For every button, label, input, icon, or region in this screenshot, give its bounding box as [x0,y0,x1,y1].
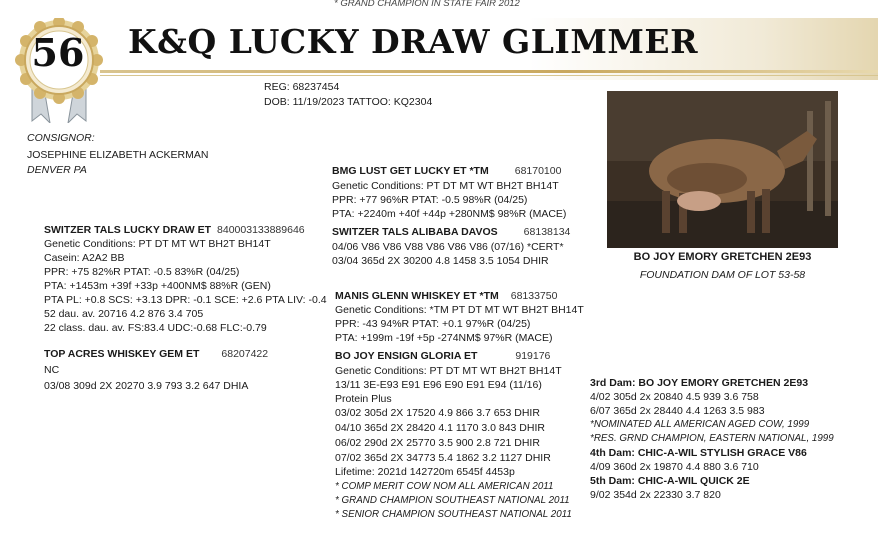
sire-name [44,223,305,238]
sire-line: Genetic Conditions: PT DT MT WT BH2T BH14T [44,238,271,250]
banner-thin-rule [100,75,878,76]
dam-dam-line: 04/10 365d 2X 28420 4.1 1170 3.0 843 DHIR [335,422,545,434]
sire-line: PTA PL: +0.8 SCS: +3.13 DPR: -0.1 SCE: +2.6 PTA LIV: -0.4 [44,294,327,306]
third-dam-heading: 3rd Dam: BO JOY EMORY GRETCHEN 2E93 [590,377,809,389]
third-dam-line: 4/02 305d 2x 20840 4.5 939 3.6 758 [590,391,759,403]
dam-dam-line: 06/02 290d 2X 25770 3.5 900 2.8 721 DHIR [335,437,540,449]
sire-dam-line: 04/06 V86 V86 V88 V86 V86 V86 (07/16) *CERT* [332,241,564,253]
fifth-dam-heading: 5th Dam: CHIC-A-WIL QUICK 2E [590,475,750,487]
dob-tattoo: DOB: 11/19/2023 TATTOO: KQ2304 [264,96,433,108]
dam-dam-line: Lifetime: 2021d 142720m 6545f 4453p [335,466,515,478]
fourth-dam-line: 4/09 360d 2x 19870 4.4 880 3.6 710 [590,461,759,473]
dam-sire-name [335,289,557,304]
dam-dam-line: Genetic Conditions: PT DT MT WT BH2T BH14T [335,365,562,377]
dam-dam-line: Protein Plus [335,393,392,405]
photo-subcaption: FOUNDATION DAM OF LOT 53-58 [639,269,806,281]
third-dam-note: *RES. GRND CHAMPION, EASTERN NATIONAL, 1999 [590,433,834,444]
consignor-name: JOSEPHINE ELIZABETH ACKERMAN [27,149,209,161]
dam-sire-line: PPR: -43 94%R PTAT: +0.1 97%R (04/25) [335,318,531,330]
registration-number: REG: 68237454 [264,81,340,93]
dam-dam-line: 13/11 3E-E93 E91 E96 E90 E91 E94 (11/16) [335,379,542,391]
sire-dam-name-text: SWITZER TALS ALIBABA DAVOS [332,226,498,238]
third-dam-line: 6/07 365d 2x 28440 4.4 1263 3.5 983 [590,405,765,417]
sire-line: Casein: A2A2 BB [44,252,125,264]
consignor-label: CONSIGNOR: [27,132,95,144]
dam-sire-name-text: MANIS GLENN WHISKEY ET *TM [335,290,499,302]
fourth-dam-heading: 4th Dam: CHIC-A-WIL STYLISH GRACE V86 [590,447,807,459]
dam-dam-name [335,349,550,364]
sire-line: PPR: +75 82%R PTAT: -0.5 83%R (04/25) [44,266,240,278]
dam-sire-line: PTA: +199m -19f +5p -274NM$ 97%R (MACE) [335,332,553,344]
dam-name-text: TOP ACRES WHISKEY GEM ET [44,348,200,360]
dam-dam-note: * SENIOR CHAMPION SOUTHEAST NATIONAL 2011 [335,509,572,520]
dam-line: 03/08 309d 2X 20270 3.9 793 3.2 647 DHIA [44,380,249,392]
banner-gold-rule [100,70,878,73]
sire-sire-line: PTA: +2240m +40f +44p +280NM$ 98%R (MACE) [332,208,567,220]
sire-sire-name [332,164,561,179]
sire-dam-line: 03/04 365d 2X 30200 4.8 1458 3.5 1054 DHIR [332,255,549,267]
cow-photo [607,91,838,248]
dam-sire-line: Genetic Conditions: *TM PT DT MT WT BH2T BH14T [335,304,584,316]
dam-dam-name-text: BO JOY ENSIGN GLORIA ET [335,350,478,362]
dam-name [44,347,268,362]
dam-dam-note: * GRAND CHAMPION SOUTHEAST NATIONAL 2011 [335,495,570,506]
sire-reg: 840003133889646 [217,224,305,236]
sire-dam-reg: 68138134 [523,226,571,238]
lot-number: 56 [31,30,85,75]
third-dam-note: *NOMINATED ALL AMERICAN AGED COW, 1999 [590,419,810,430]
sire-name-text: SWITZER TALS LUCKY DRAW ET [44,224,212,236]
consignor-location: DENVER PA [27,164,87,176]
sire-sire-name-text: BMG LUST GET LUCKY ET *TM [332,165,489,177]
sire-sire-reg: 68170100 [514,165,562,177]
lot-title: K&Q LUCKY DRAW GLIMMER [128,22,699,61]
sire-line: PTA: +1453m +39f +33p +400NM$ 88%R (GEN) [44,280,271,292]
grand-champion-note: * GRAND CHAMPION IN STATE FAIR 2012 [334,0,520,9]
sire-line: 52 dau. av. 20716 4.2 876 3.4 705 [44,308,204,320]
sire-line: 22 class. dau. av. FS:83.4 UDC:-0.68 FLC:-0.79 [44,322,267,334]
dam-dam-note: * COMP MERIT COW NOM ALL AMERICAN 2011 [335,481,554,492]
dam-dam-line: 03/02 305d 2X 17520 4.9 866 3.7 653 DHIR [335,407,540,419]
photo-caption: BO JOY EMORY GRETCHEN 2E93 [633,251,812,263]
dam-dam-line: 07/02 365d 2X 34773 5.4 1862 3.2 1127 DHIR [335,452,551,464]
dam-dam-reg: 919176 [515,350,551,362]
dam-sire-reg: 68133750 [510,290,558,302]
dam-line: NC [44,364,60,376]
fifth-dam-line: 9/02 354d 2x 22330 3.7 820 [590,489,721,501]
dam-reg: 68207422 [221,348,269,360]
sire-dam-name [332,225,570,240]
sire-sire-line: PPR: +77 96%R PTAT: -0.5 98%R (04/25) [332,194,528,206]
sire-sire-line: Genetic Conditions: PT DT MT WT BH2T BH14T [332,180,559,192]
